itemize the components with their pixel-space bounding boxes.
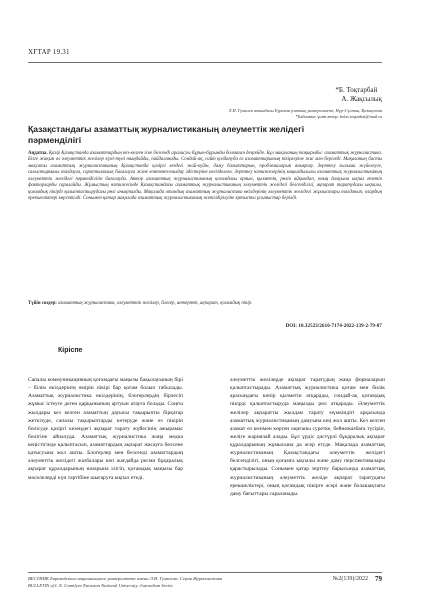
affiliation: Л.Н. Гумилев атындағы Еуразия ұлттық университеті, Нұр-Сұлтан, Қазақстан	[228, 108, 382, 113]
journal-name-ru: ВЕСТНИК Евразийского национального университета имени Л.Н. Гумилева. Серия Журналистика	[28, 576, 223, 581]
body-paragraph-left: Сапалы коммуникацияның қоғамдағы маңызы бақылауының бірі – білім өкілдерінің өмірін пікірі бар қоғам болып табылады. Азаматтық журналистика өкілдерінің, блогерлердің бірлесіп жұмыс істеуге деген қарқынының артуын атауға болады. Соңғы жылдары кез келген азаматтың дауысы тақырыпты бірқатар жеткізуде, сапалы тақырыптарды көтеруде және өз пікірін бөлісуде қазіргі кезеңдегі ақпарат тарату жүйесінің ажырамас бөлігіне айналуда. Азаматтық журналистика жаңа медиа кеңістігінде қалыптасып, азаматтардың ақпарат жасауға белсене қатысуына жол ашты. Блогерлер мен белсенді азаматтардың әлеуметтік желідегі жазбалары көп жағдайда ресми бұқаралық ақпарат құралдарының назарына ілігіп, қоғамдық маңызы бар мәселелерді күн тәртібіне шығаруға ықпал етеді.	[28, 377, 183, 481]
body-paragraph-right: әлеуметтік желілерде ақпарат таратудың жаңа формаларын қалыптастырады. Азаматтық журналистика қоғам мен билік арасындағы көпір қызметін атқарады, сондай-ақ қоғамдық пікірді қалыптастыруда маңызды рөл атқарады. Әлеуметтік желілер ақпаратты жылдам тарату мүмкіндігі арқасында азаматтық журналистиканың дамуына кең жол ашты. Кез келген азамат өз көзімен көрген оқиғаны суретке, бейнежазбаға түсіріп, желіге жариялай алады. Бұл үрдіс дәстүрлі бұқаралық ақпарат құралдарының жұмысына да әсер етуде. Мақалада азаматтық журналистиканың Қазақстандағы әлеуметтік желідегі белсенділігі, оның қоғамға ықпалы және даму перспективалары қарастырылады. Сонымен қатар зерттеу барысында азаматтық журналистиканың әлеуметтік желіде ақпарат таратудағы ерекшеліктері, оның қоғамдық пікірге әсері және болашақтағы даму бағыттары сараланады.	[230, 377, 385, 497]
article-title: Қазақстандағы азаматтық журналистиканың әлеуметтік желідегі пәрмендiлігі	[28, 124, 305, 145]
author-2: А. Жақсылық	[341, 95, 382, 103]
abstract-label: Аңдатпа.	[28, 151, 48, 156]
journal-name-en: BULLETIN of L.N. Gumilyov Eurasian National University. Journalism Series	[28, 583, 173, 588]
abstract	[28, 151, 382, 203]
issue-number: №2(139)/2022	[332, 576, 368, 582]
corresponding-email: *Байланыс үшін автор: bolat.toqtarbai@mail.ru	[295, 114, 382, 120]
footer-rule	[28, 572, 382, 573]
keywords-text: азаматтық журналистика, әлеуметтік желілер, блогер, интернет, ақпарат, қоғамдық пікір.	[58, 301, 253, 306]
journal-footer	[28, 575, 298, 589]
doi: DOI: 10.32523/2616-7174-2022-139-2-79-87	[285, 324, 382, 329]
keywords	[28, 301, 382, 307]
keywords-label: Түйін сөздер:	[28, 301, 57, 306]
udc-code: ХҒТАР 19.31	[28, 48, 70, 56]
body-column-left	[28, 376, 183, 482]
header-rule	[28, 62, 382, 63]
authors-block	[335, 86, 382, 104]
body-column-right	[230, 376, 385, 498]
affiliation-block	[122, 108, 382, 121]
abstract-text: Қазір Қазақстанда азаматтардың кез-келген іске белсенді араласуы бұрын-бұрынды болмаған деңгейде. Бұл мақаланың тақырыбы: азаматтық журналистика. Бізге жақын ол әлеуметтік желілер күні-түні тыңдайды, пайдаланады. Сондай-ақ, сайт қолдануда ел азаматтарының пікірлеріне жиі мән беріледі. Мақаланың басты мақсаты азаматтық журналистиканың Қазақстанда қазіргі кездегі жай-күйін, даму бағыттарын, проблемаларын анықтау. Зерттеу ғылыми жүйелеуге, салыстырмалы талдауға, сараптамалық бағалауға және контент-талдау әдістеріне негізделген. Зерттеу нәтижелерінің маңыздылығы азаматтық журналистиканың әлеуметтік желідегі пәрмендiлігін бағалауда. Автор азаматтық журналистиканың қоғамдағы орнын, қызметін, рөлін айқындап, оның дамуына ықпал ететін факторларды саралайды. Жұмыстың нәтижесінде Қазақстандағы азаматтық журналистиканың әлеуметтік желідегі белсенділігі, ақпарат таратудағы ықпалы, қоғамдық пікірді қалыптастырудағы рөлі анықталды. Мақалада отандық азаматтық журналистика өкілдерінің әлеуметтік желідегі жұмыстары талданып, олардың ерекшеліктері көрсетілді. Сонымен қатар мақалада азаматтық журналистиканың жетілдірілуіне қатысты ұсыныстар берілді.	[28, 151, 383, 202]
section-heading-introduction: Кіріспе	[58, 347, 83, 354]
page-number: 79	[375, 575, 382, 583]
author-1: *Б. Тоқтарбай	[335, 86, 378, 94]
